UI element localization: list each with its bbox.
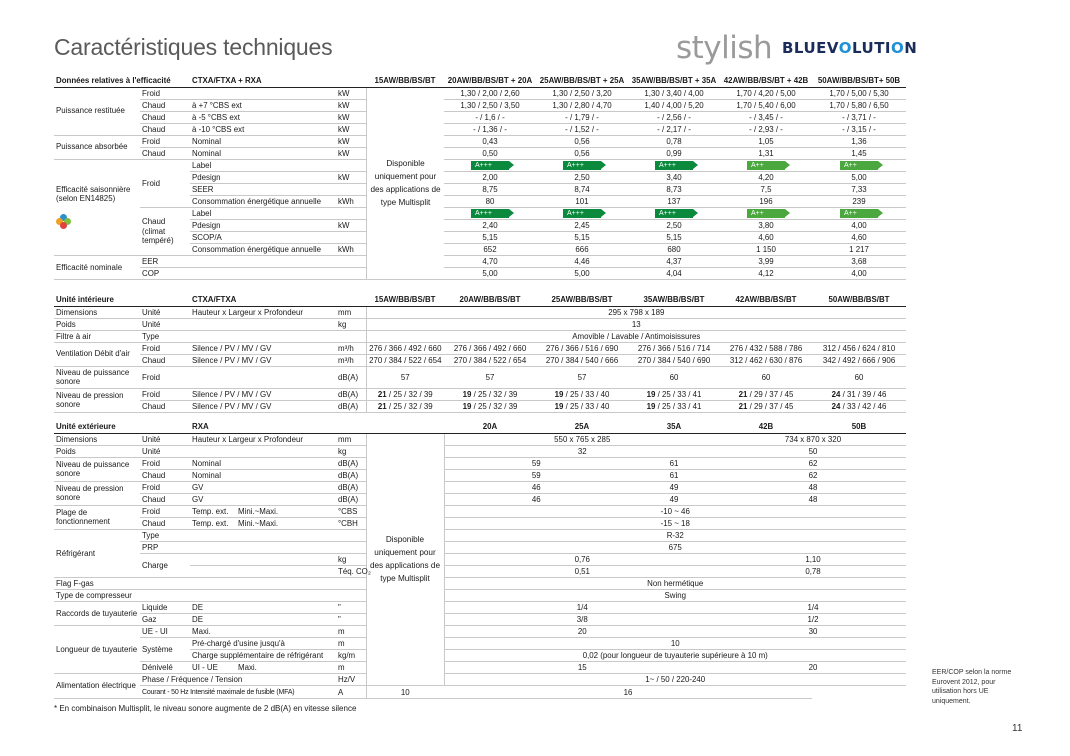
brand-stylish-logo: stylish	[676, 30, 773, 66]
table-row: Chaud à -5 °CBS ext kW - / 1,6 / - - / 1,79 / - - / 2,56 / - - / 3,45 / - - / 3,71 / -	[54, 111, 906, 123]
table-row: Réfrigérant Type R-32	[54, 529, 906, 541]
table-row: Type de compresseur Swing	[54, 590, 906, 602]
energy-label-badge: A+++	[655, 161, 693, 170]
table-row: Chaud Nominal kW 0,50 0,56 0,99 1,31 1,45	[54, 147, 906, 159]
energy-label-badge: A++	[747, 209, 785, 218]
table-row: Chaud à +7 °CBS ext kW 1,30 / 2,50 / 3,50 1,30 / 2,80 / 4,70 1,40 / 4,00 / 5,20 1,70 / 5,40 / 6,00 1,70 / 5,80 / 6,50	[54, 99, 906, 111]
group-label: Efficacité nominale	[56, 262, 123, 272]
side-note: EER/COP selon la norme Eurovent 2012, pour utilisation hors UE uniquement.	[932, 669, 1012, 705]
table-row: Dimensions Unité Hauteur x Largeur x Profondeur mm Disponible uniquement pour des applications de type Multisplit 550 x 765 x 285 734 x 870 x 320	[54, 433, 906, 445]
energy-label-badge: A+++	[563, 209, 601, 218]
table-row: Chaud Silence / PV / MV / GV dB(A) 21 / 25 / 32 / 39 19 / 25 / 32 / 39 19 / 25 / 33 / 40 19 / 25 / 33 / 41 21 / 29 / 37 / 45 24 / 33 / 42 / 46	[54, 400, 906, 412]
table-row: Alimentation électrique Phase / Fréquence / Tension Hz/V 1~ / 50 / 220-240	[54, 674, 906, 686]
table-row: PRP 675	[54, 541, 906, 553]
table-row: Poids Unité kg 32 50	[54, 445, 906, 457]
table-row: Longueur de tuyauterie UE - UI Maxi. m 20 30	[54, 626, 906, 638]
group-label: Puissance restituée	[56, 106, 125, 116]
table-row: Niveau de puissance sonore Froid dB(A) 57 57 57 60 60 60	[54, 366, 906, 388]
table-row: COP 5,00 5,00 4,04 4,12 4,00	[54, 268, 906, 280]
multisplit-note: Disponible uniquement pour des applications de type Multisplit	[366, 433, 444, 686]
energy-label-badge: A+++	[655, 209, 693, 218]
table-row: Consommation énergétique annuelle kWh 652 666 680 1 150 1 217	[54, 244, 906, 256]
group-label: Puissance absorbée	[56, 142, 128, 152]
multisplit-note: Disponible uniquement pour des applications de type Multisplit	[366, 87, 444, 280]
table-row: Chaud Nominal dB(A) 59 61 62	[54, 469, 906, 481]
table-row: Puissance restituée Froid kW Disponible uniquement pour des applications de type Multisplit 1,30 / 2,00 / 2,60 1,30 / 2,50 / 3,20 1,30 / 3,40 / 4,00 1,70 / 4,20 / 5,00 1,70 / 5,00 / 5,30	[54, 87, 906, 99]
table-row: Gaz DE " 3/8 1/2	[54, 614, 906, 626]
energy-label-badge: A+++	[471, 161, 509, 170]
table-row: Plage de fonctionnement Froid Temp. ext. Mini.~Maxi. °CBS -10 ~ 46	[54, 505, 906, 517]
brand-bluevolution-logo: BLUEVOLUTION	[782, 39, 918, 57]
table-row: Téq. CO₂ 0,51 0,78	[54, 566, 906, 578]
energy-label-badge: A++	[747, 161, 785, 170]
group-label: Efficacité saisonnière (selon EN14825)	[56, 184, 131, 204]
table-row: Charge supplémentaire de réfrigérant kg/m 0,02 (pour longueur de tuyauterie supérieure à 10 m)	[54, 650, 906, 662]
table-row: Efficacité saisonnière (selon EN14825) Froid Label A+++ A+++ A+++ A++ A++	[54, 159, 906, 171]
table-row: Ventilation Débit d'air Froid Silence / PV / MV / GV m³/h 276 / 366 / 492 / 660 276 / 366 / 492 / 660 276 / 366 / 516 / 690 276 / 366 / 516 / 714 276 / 432 / 588 / 786 312 / 456 / 624 / 810	[54, 342, 906, 354]
table-row: Consommation énergétique annuelle kWh 80 101 137 196 239	[54, 195, 906, 207]
climate-petals-icon	[56, 214, 72, 230]
table-row: Système Pré-chargé d'usine jusqu'à m 10	[54, 638, 906, 650]
table-row: Chaud à -10 °CBS ext kW - / 1,36 / - - / 1,52 / - - / 2,17 / - - / 2,93 / - - / 3,15 / -	[54, 123, 906, 135]
table-row: Flag F-gas Non hermétique	[54, 578, 906, 590]
table-row: Filtre à air Type Amovible / Lavable / Antimoisissures	[54, 330, 906, 342]
table-row: Niveau de pression sonore Froid GV dB(A) 46 49 48	[54, 481, 906, 493]
table-row: Puissance absorbée Froid Nominal kW 0,43 0,56 0,78 1,05 1,36	[54, 135, 906, 147]
indoor-unit-table	[54, 293, 906, 413]
efficiency-table	[54, 74, 906, 280]
table-header-row: Unité intérieure CTXA/FTXA 15AW/BB/BS/BT 20AW/BB/BS/BT 25AW/BB/BS/BT 35AW/BB/BS/BT 42AW/BB/BS/BT 50AW/BB/BS/BT	[54, 293, 906, 306]
table-row: Pdesign kW 2,40 2,45 2,50 3,80 4,00	[54, 220, 906, 232]
table-row: Poids Unité kg 13	[54, 318, 906, 330]
table-row: Chaud GV dB(A) 46 49 48	[54, 493, 906, 505]
table-row: Niveau de puissance sonore Froid Nominal dB(A) 59 61 62	[54, 457, 906, 469]
energy-label-badge: A++	[840, 161, 878, 170]
table-row: Chaud Temp. ext. Mini.~Maxi. °CBH -15 ~ 18	[54, 517, 906, 529]
table-row: Niveau de pression sonore Froid Silence / PV / MV / GV dB(A) 21 / 25 / 32 / 39 19 / 25 / 32 / 39 19 / 25 / 33 / 40 19 / 25 / 33 / 41 21 / 29 / 37 / 45 24 / 31 / 39 / 46	[54, 388, 906, 400]
table-header-row: Données relatives à l'efficacité CTXA/FTXA + RXA 15AW/BB/BS/BT 20AW/BB/BS/BT + 20A 25AW/BB/BS/BT + 25A 35AW/BB/BS/BT + 35A 42AW/BB/BS/BT + 42B 50AW/BB/BS/BT+ 50B	[54, 74, 906, 87]
page-number: 11	[1012, 723, 1023, 734]
table-row: Dimensions Unité Hauteur x Largeur x Profondeur mm 295 x 798 x 189	[54, 306, 906, 318]
table-row: Chaud (climat tempéré) Label A+++ A+++ A+++ A++ A++	[54, 207, 906, 219]
table-header-row: Unité extérieure RXA 20A 25A 35A 42B 50B	[54, 420, 906, 433]
table-row: Courant - 50 Hz Intensité maximale de fusible (MFA) A 10 16	[54, 686, 906, 698]
table-row: Dénivelé UI - UE Maxi. m 15 20	[54, 662, 906, 674]
energy-label-badge: A+++	[471, 209, 509, 218]
energy-label-badge: A+++	[563, 161, 601, 170]
table-row: Pdesign kW 2,00 2,50 3,40 4,20 5,00	[54, 171, 906, 183]
footnote: * En combinaison Multisplit, le niveau sonore augmente de 2 dB(A) en vitesse silence	[54, 704, 357, 713]
energy-label-badge: A++	[840, 209, 878, 218]
table-row: SCOP/A 5,15 5,15 5,15 4,60 4,60	[54, 232, 906, 244]
table-row: Chaud Silence / PV / MV / GV m³/h 270 / 384 / 522 / 654 270 / 384 / 522 / 654 270 / 384 / 540 / 666 270 / 384 / 540 / 690 312 / 462 / 630 / 876 342 / 492 / 666 / 906	[54, 354, 906, 366]
table-row: Efficacité nominale EER 4,70 4,46 4,37 3,99 3,68	[54, 256, 906, 268]
outdoor-unit-table	[54, 420, 906, 699]
table-row: Charge kg 0,76 1,10	[54, 553, 906, 565]
table-row: SEER 8,75 8,74 8,73 7,5 7,33	[54, 183, 906, 195]
page-title: Caractéristiques techniques	[54, 34, 333, 60]
table-row: Raccords de tuyauterie Liquide DE " 1/4 1/4	[54, 602, 906, 614]
